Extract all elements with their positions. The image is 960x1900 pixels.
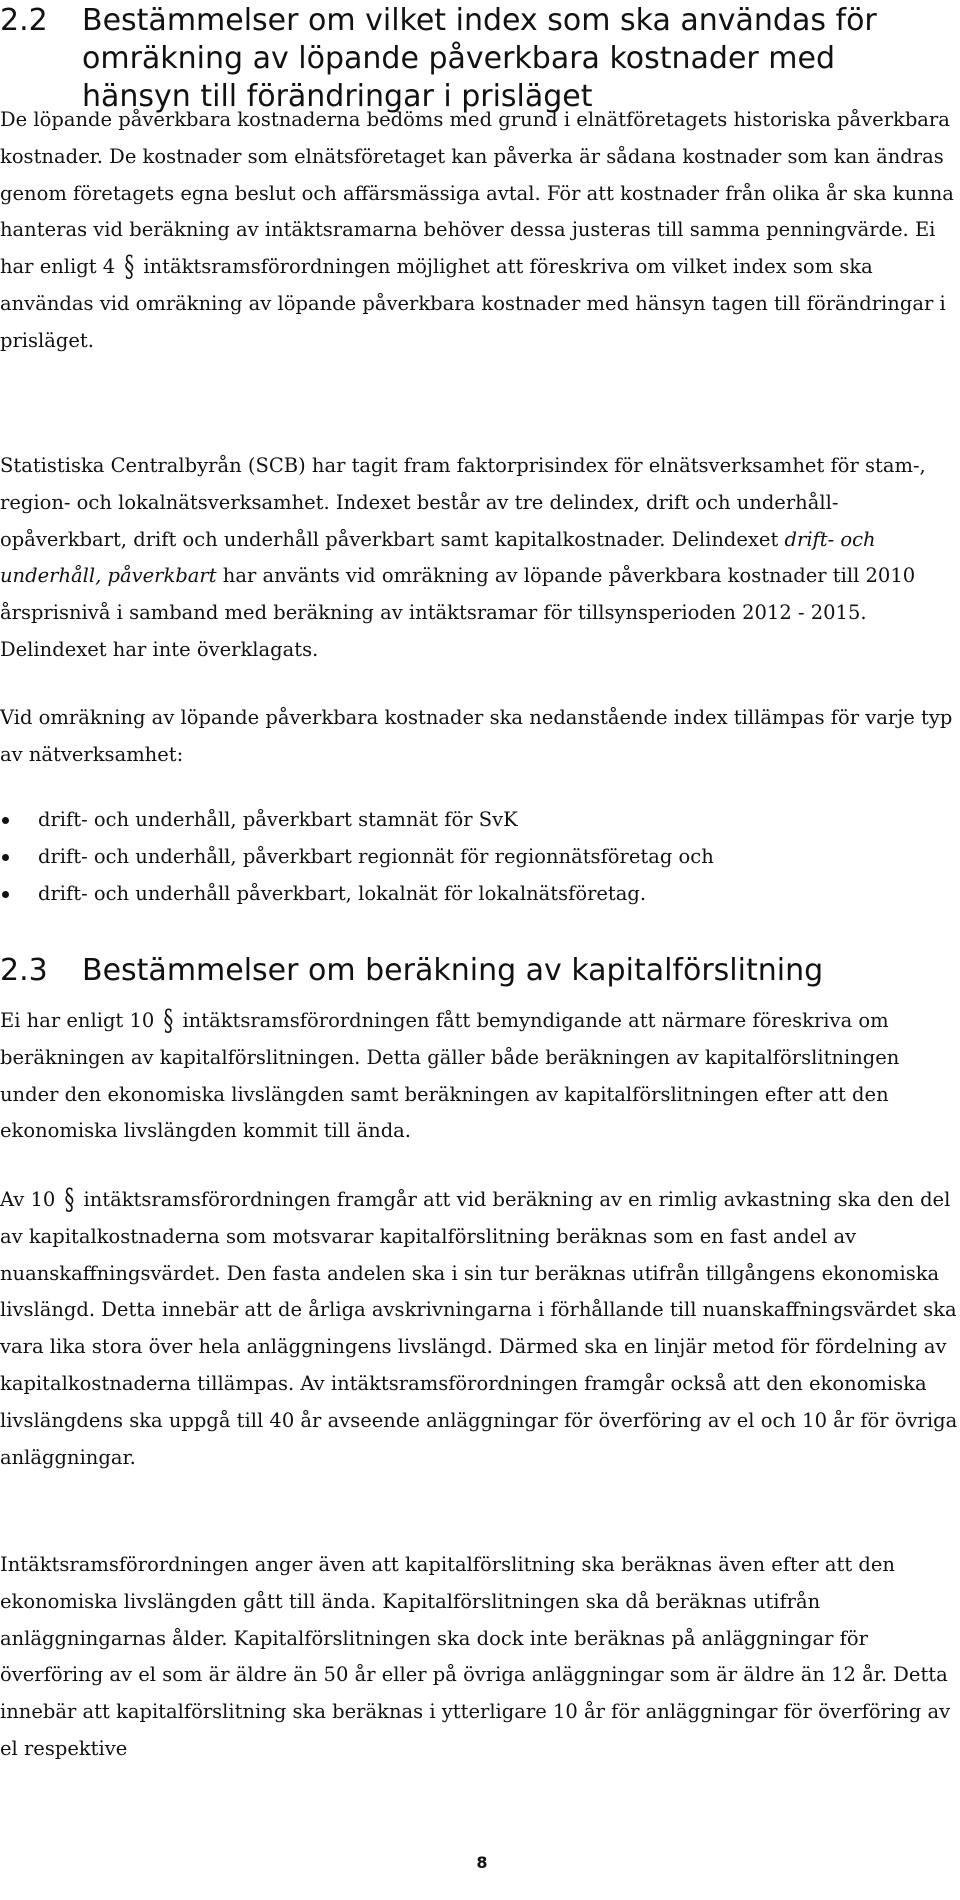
paragraph: De löpande påverkbara kostnaderna bedöms med grund i elnätföretagets historiska påverkbara kostnader. De kostnader som elnätsföretaget kan påverka är sådana kostnader som kan ändras genom företagets egna beslut och affärsmässiga avtal. För att kostnader från olika år ska kunna hanteras vid beräkning av intäktsramarna behöver dessa justeras till samma penningvärde. Ei har enligt 4 § intäktsramsförordningen möjlighet att föreskriva om vilket index som ska användas vid omräkning av löpande påverkbara kostnader med hänsyn tagen till förändringar i prisläget.	[0, 108, 954, 352]
section-title: Bestämmelser om beräkning av kapitalförslitning	[82, 953, 824, 988]
italic-term: drift- och underhåll, påverkbart	[0, 527, 876, 588]
paragraph: Intäktsramsförordningen anger även att kapitalförslitning ska beräknas även efter att den ekonomiska livslängden gått till ända. Kapitalförslitningen ska då beräknas utifrån anläggningarnas ålder. Kapitalförslitningen ska dock inte beräknas på anläggningar för överföring av el som är äldre än 50 år eller på övriga anläggningar som är äldre än 12 år. Detta innebär att kapitalförslitning ska beräknas i ytterligare 10 år för anläggningar för överföring av el respektive	[0, 1553, 951, 1760]
section-number: 2.2	[0, 3, 48, 38]
section-title-line: hänsyn till förändringar i prisläget	[82, 79, 593, 114]
list-item: drift- och underhåll, påverkbart stamnät för SvK	[0, 802, 958, 839]
bullet-icon	[2, 891, 9, 898]
section-title-line: omräkning av löpande påverkbara kostnader med	[82, 41, 836, 76]
bullet-list	[0, 802, 958, 912]
list-item: drift- och underhåll, påverkbart regionnät för regionnätsföretag och	[0, 839, 958, 876]
paragraph: Av 10 § intäktsramsförordningen framgår att vid beräkning av en rimlig avkastning ska den del av kapitalkostnaderna som motsvarar kapitalförslitning beräknas som en fast andel av nuanskaffningsvärdet. Den fasta andelen ska i sin tur beräknas utifrån tillgångens ekonomiska livslängd. Detta innebär att de årliga avskrivningarna i förhållande till nuanskaffningsvärdet ska vara lika stora över hela anläggningens livslängd. Därmed ska en linjär metod för fördelning av kapitalkostnaderna tillämpas. Av intäktsramsförordningen framgår också att den ekonomiska livslängdens ska uppgå till 40 år avseende anläggningar för överföring av el och 10 år för övriga anläggningar.	[0, 1182, 958, 1476]
paragraph: Vid omräkning av löpande påverkbara kostnader ska nedanstående index tillämpas för varje typ av nätverksamhet:	[0, 706, 953, 766]
section-title-line: Bestämmelser om vilket index som ska användas för	[82, 3, 877, 38]
section-2-3-heading	[0, 952, 823, 990]
section-sign: §	[124, 248, 135, 284]
bullet-icon	[2, 854, 9, 861]
paragraph: Ei har enligt 10 § intäktsramsförordningen fått bemyndigande att närmare föreskriva om beräkningen av kapitalförslitningen. Detta gäller både beräkningen av kapitalförslitningen under den ekonomiska livslängden samt beräkningen av kapitalförslitningen efter att den ekonomiska livslängden kommit till ända.	[0, 1003, 958, 1150]
bullet-icon	[2, 817, 9, 824]
section-2-2-heading	[0, 2, 960, 116]
page-number: 8	[476, 1853, 488, 1872]
section-number: 2.3	[0, 953, 48, 988]
section-sign: §	[163, 1002, 174, 1038]
paragraph: Statistiska Centralbyrån (SCB) har tagit fram faktorprisindex för elnätsverksamhet för stam-, region- och lokalnätsverksamhet. Indexet består av tre delindex, drift och underhåll-opåverkbart, drift och underhåll påverkbart samt kapitalkostnader. Delindexet drift- och underhåll, påverkbart har använts vid omräkning av löpande påverkbara kostnader till 2010 årsprisnivå i samband med beräkning av intäktsramar för tillsynsperioden 2012 - 2015. Delindexet har inte överklagats.	[0, 454, 926, 661]
section-sign: §	[64, 1181, 75, 1217]
list-item: drift- och underhåll påverkbart, lokalnät för lokalnätsföretag.	[0, 876, 958, 913]
